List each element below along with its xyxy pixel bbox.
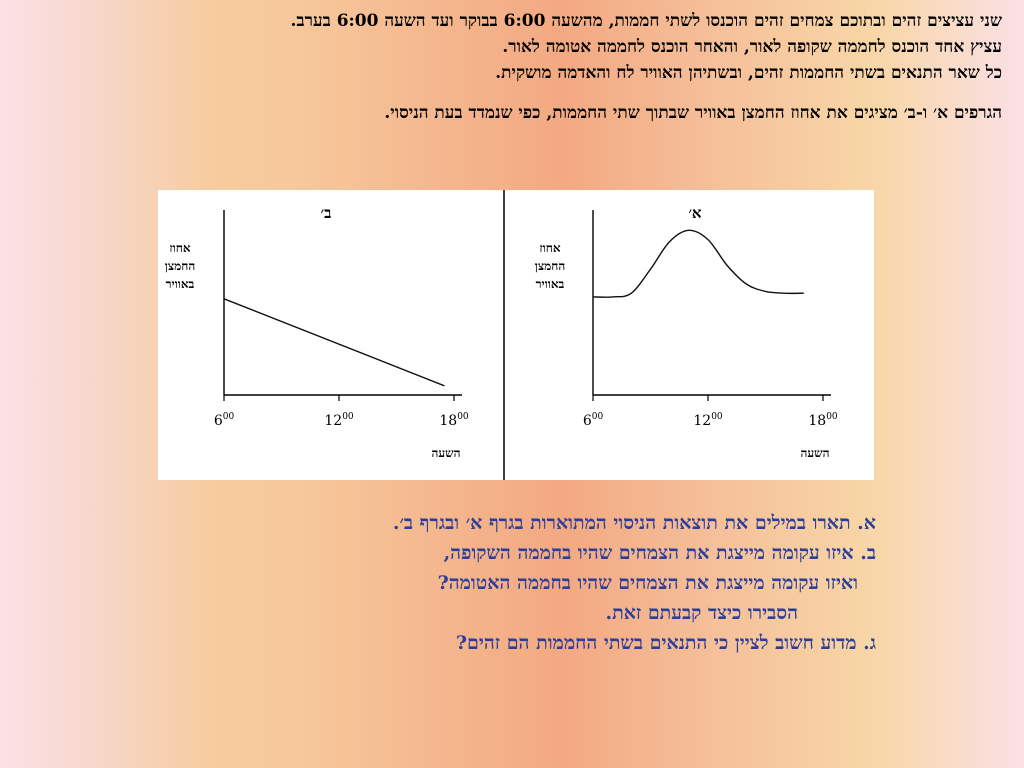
x-tick-label: $12^{00}$ xyxy=(324,412,354,429)
graphs-svg xyxy=(158,190,874,480)
question-c: ג. מדוע חשוב לציין כי התנאים בשתי החממות הם זהים? xyxy=(455,632,876,654)
x-tick-label: $6^{00}$ xyxy=(582,412,604,429)
graphs-figure xyxy=(158,190,874,480)
y-axis-label: באוויר xyxy=(165,277,195,291)
x-axis-label: השעה xyxy=(431,446,461,460)
intro-text xyxy=(12,8,1002,126)
oxygen-series-line xyxy=(593,230,804,297)
panel-label: א׳ xyxy=(688,204,702,222)
x-axis-label: השעה xyxy=(800,446,830,460)
x-tick-label: $18^{00}$ xyxy=(808,412,838,429)
intro-line-3: כל שאר התנאים בשתי החממות זהים, ובשתיהן האוויר לח והאדמה מושקית. xyxy=(495,63,1002,83)
question-b-line-2: ואיזו עקומה מייצגת את הצמחים שהיו בחממה האטומה? xyxy=(437,572,858,594)
y-axis-label: אחוז xyxy=(169,241,191,255)
intro-line-4: הגרפים א׳ ו-ב׳ מציגים את אחוז החמצן באוויר שבתוך שתי החממות, כפי שנמדד בעת הניסוי. xyxy=(384,103,1002,123)
panel-label: ב׳ xyxy=(320,204,332,222)
question-a: א. תארו במילים את תוצאות הניסוי המתוארות בגרף א׳ ובגרף ב׳. xyxy=(392,512,876,534)
y-axis-label: החמצן xyxy=(534,259,566,273)
questions-list xyxy=(136,508,876,658)
x-tick-label: $18^{00}$ xyxy=(439,412,469,429)
y-axis-label: החמצן xyxy=(164,259,196,273)
x-tick-label: $12^{00}$ xyxy=(693,412,723,429)
y-axis-label: אחוז xyxy=(539,241,561,255)
question-b-line-1: ב. איזו עקומה מייצגת את הצמחים שהיו בחממה השקופה, xyxy=(443,542,876,564)
question-b-line-3: הסבירו כיצד קבעתם זאת. xyxy=(605,602,798,624)
oxygen-series-line xyxy=(224,299,444,386)
intro-line-1: שני עציצים זהים ובתוכם צמחים זהים הוכנסו לשתי חממות, מהשעה 6:00 בבוקר ועד השעה 6:00 בערב. xyxy=(290,11,1002,31)
intro-line-2: עציץ אחד הוכנס לחממה שקופה לאור, והאחר הוכנס לחממה אטומה לאור. xyxy=(502,37,1002,57)
x-tick-label: $6^{00}$ xyxy=(213,412,235,429)
y-axis-label: באוויר xyxy=(535,277,565,291)
